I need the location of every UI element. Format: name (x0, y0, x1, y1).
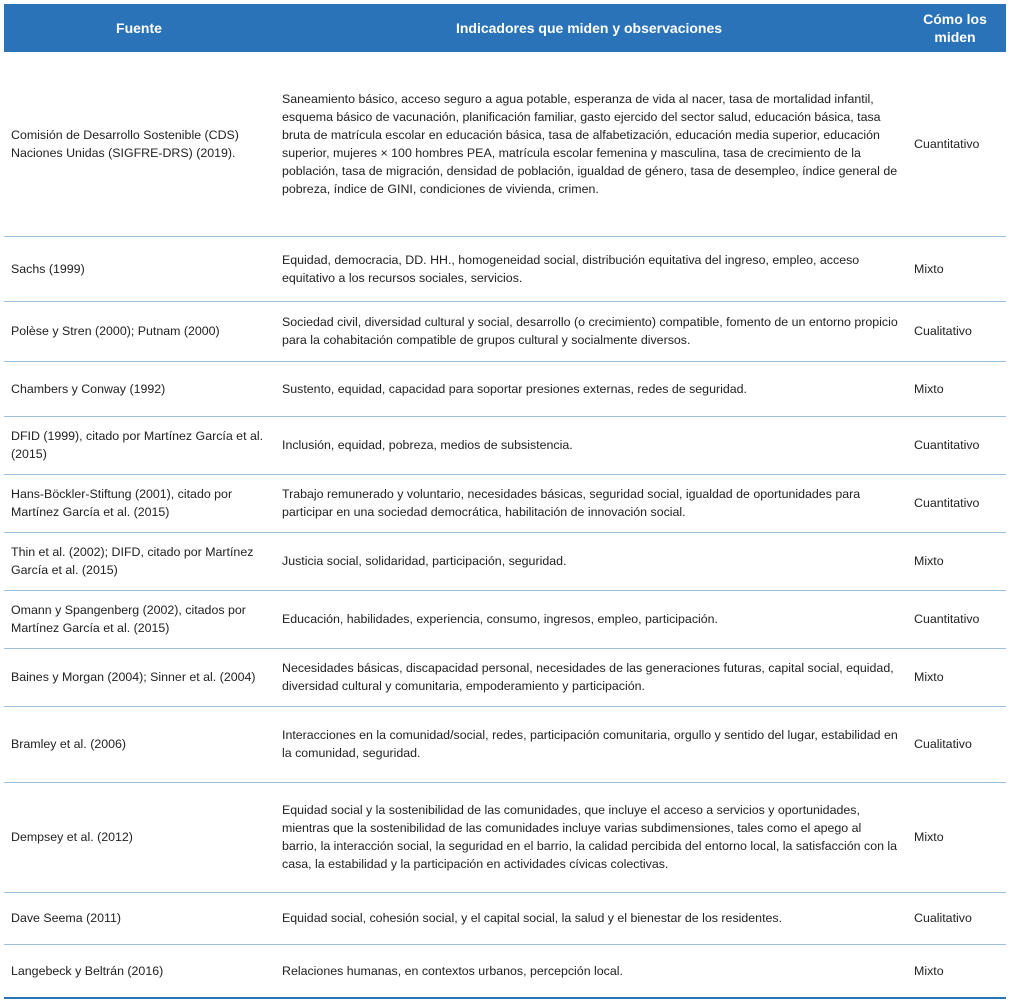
cell-source: Langebeck y Beltrán (2016) (4, 944, 274, 998)
cell-indicators: Saneamiento básico, acceso seguro a agua potable, esperanza de vida al nacer, tasa de mortalidad infantil, esquema básico de vacunación, planificación familiar, gasto ejercido del sector salud, educación básica, tasa bruta de matrícula escolar en educación básica, tasa de alfabetización, educación media superior, educación superior, mujeres × 100 hombres PEA, matrícula escolar femenina y masculina, tasa de crecimiento de la población, tasa de migración, densidad de población, igualdad de género, tasa de desempleo, índice general de pobreza, índice de GINI, condiciones de vivienda, crimen. (274, 52, 904, 236)
cell-method: Mixto (904, 361, 1006, 416)
table-row (4, 706, 1006, 782)
table-row (4, 52, 1006, 236)
table-row (4, 782, 1006, 892)
cell-method: Cuantitativo (904, 474, 1006, 532)
cell-source: DFID (1999), citado por Martínez García et al. (2015) (4, 416, 274, 474)
cell-indicators: Interacciones en la comunidad/social, redes, participación comunitaria, orgullo y sentido del lugar, estabilidad en la comunidad, seguridad. (274, 706, 904, 782)
cell-source: Hans-Böckler-Stiftung (2001), citado por Martínez García et al. (2015) (4, 474, 274, 532)
cell-method: Mixto (904, 944, 1006, 998)
table-row (4, 944, 1006, 998)
table-body (4, 52, 1006, 998)
cell-source: Chambers y Conway (1992) (4, 361, 274, 416)
cell-method: Cualitativo (904, 892, 1006, 944)
table-row (4, 590, 1006, 648)
cell-indicators: Equidad, democracia, DD. HH., homogeneidad social, distribución equitativa del ingreso, empleo, acceso equitativo a los recursos sociales, servicios. (274, 236, 904, 301)
table-header (4, 4, 1006, 52)
table-container (4, 4, 1010, 999)
cell-method: Mixto (904, 532, 1006, 590)
cell-source: Omann y Spangenberg (2002), citados por Martínez García et al. (2015) (4, 590, 274, 648)
cell-source: Bramley et al. (2006) (4, 706, 274, 782)
cell-method: Mixto (904, 236, 1006, 301)
table-row (4, 236, 1006, 301)
cell-indicators: Sustento, equidad, capacidad para soportar presiones externas, redes de seguridad. (274, 361, 904, 416)
cell-method: Cualitativo (904, 706, 1006, 782)
cell-source: Polèse y Stren (2000); Putnam (2000) (4, 301, 274, 361)
cell-method: Cuantitativo (904, 52, 1006, 236)
indicators-table (4, 4, 1006, 999)
table-row (4, 892, 1006, 944)
header-source: Fuente (4, 4, 274, 52)
cell-method: Mixto (904, 648, 1006, 706)
cell-indicators: Trabajo remunerado y voluntario, necesidades básicas, seguridad social, igualdad de oportunidades para participar en una sociedad democrática, habilitación de innovación social. (274, 474, 904, 532)
cell-source: Comisión de Desarrollo Sostenible (CDS) Naciones Unidas (SIGFRE-DRS) (2019). (4, 52, 274, 236)
cell-source: Sachs (1999) (4, 236, 274, 301)
cell-method: Cuantitativo (904, 590, 1006, 648)
cell-method: Cualitativo (904, 301, 1006, 361)
cell-method: Cuantitativo (904, 416, 1006, 474)
cell-source: Thin et al. (2002); DIFD, citado por Martínez García et al. (2015) (4, 532, 274, 590)
cell-indicators: Necesidades básicas, discapacidad personal, necesidades de las generaciones futuras, capital social, equidad, diversidad cultural y comunitaria, empoderamiento y participación. (274, 648, 904, 706)
header-row (4, 4, 1006, 52)
header-method: Cómo los miden (904, 4, 1006, 52)
table-row (4, 361, 1006, 416)
cell-source: Dempsey et al. (2012) (4, 782, 274, 892)
header-indicators: Indicadores que miden y observaciones (274, 4, 904, 52)
cell-indicators: Sociedad civil, diversidad cultural y social, desarrollo (o crecimiento) compatible, fomento de un entorno propicio para la cohabitación compatible de grupos cultural y socialmente diversos. (274, 301, 904, 361)
cell-indicators: Inclusión, equidad, pobreza, medios de subsistencia. (274, 416, 904, 474)
table-row (4, 474, 1006, 532)
cell-method: Mixto (904, 782, 1006, 892)
cell-source: Baines y Morgan (2004); Sinner et al. (2004) (4, 648, 274, 706)
cell-indicators: Educación, habilidades, experiencia, consumo, ingresos, empleo, participación. (274, 590, 904, 648)
table-row (4, 301, 1006, 361)
table-row (4, 416, 1006, 474)
cell-indicators: Equidad social, cohesión social, y el capital social, la salud y el bienestar de los residentes. (274, 892, 904, 944)
table-row (4, 532, 1006, 590)
table-row (4, 648, 1006, 706)
cell-indicators: Equidad social y la sostenibilidad de las comunidades, que incluye el acceso a servicios y oportunidades, mientras que la sostenibilidad de las comunidades incluye varias subdimensiones, tales como el apego al barrio, la interacción social, la seguridad en el barrio, la calidad percibida del entorno local, la satisfacción con la casa, la estabilidad y la participación en actividades cívicas colectivas. (274, 782, 904, 892)
cell-source: Dave Seema (2011) (4, 892, 274, 944)
cell-indicators: Relaciones humanas, en contextos urbanos, percepción local. (274, 944, 904, 998)
cell-indicators: Justicia social, solidaridad, participación, seguridad. (274, 532, 904, 590)
